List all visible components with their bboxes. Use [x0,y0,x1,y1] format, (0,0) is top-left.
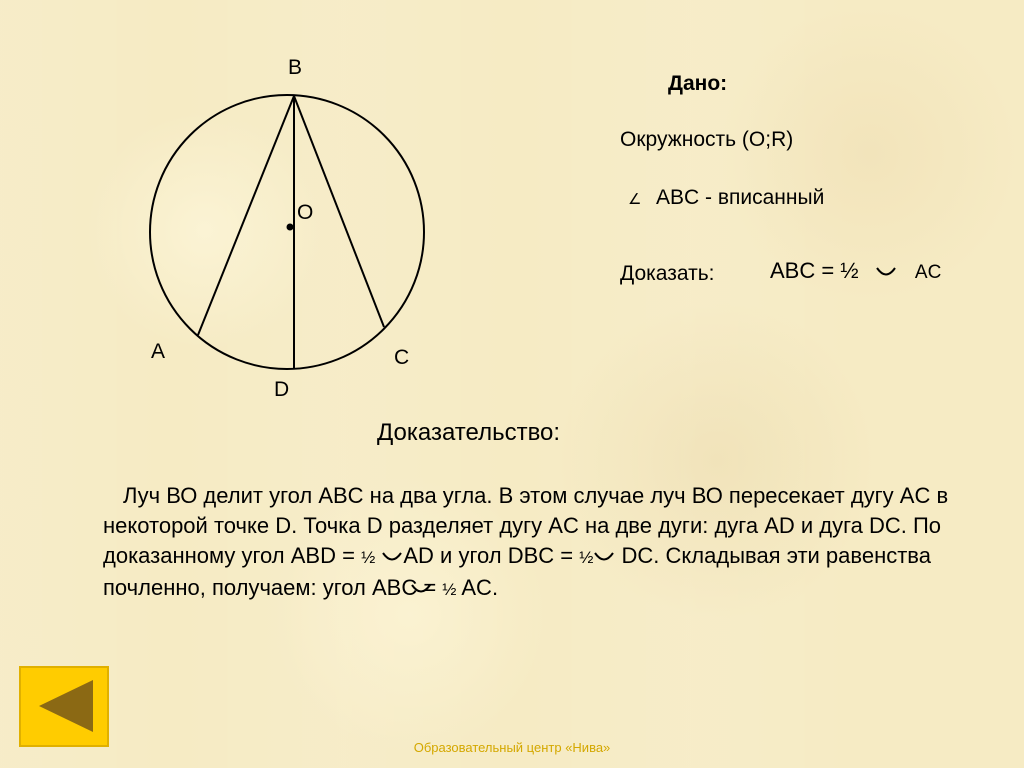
proof-part-1: Луч ВО делит угол ABC на два угла. В этом случае луч ВО пересекает дугу AC в некоторой точке D. Точка D разделяет дугу AC на две дуги: дуга AD и дуга DC. По доказанному угол ABD = [103,483,949,568]
prove-expression [770,258,941,284]
triangle-left-icon [21,668,107,745]
label-d: D [274,378,290,401]
given-heading: Дано: [668,72,728,95]
proof-part-3: DC. Складывая эти равенства почленно, получаем: угол ABC = [103,543,931,600]
proof-half-3: ½ [442,580,457,599]
proof-part-2: AD и угол DBC = [403,543,580,568]
back-button[interactable] [19,666,109,747]
given-angle-text: ABC - вписанный [656,186,825,209]
given-angle-line [628,186,824,210]
prove-label: Доказать: [620,262,715,285]
arc-icon [593,550,615,564]
chord-ba [198,96,294,335]
angle-icon: ∠ [628,191,642,208]
proof-half-2: ½ [579,548,594,567]
label-o: O [297,201,314,224]
circle-o [150,95,424,369]
proof-heading: Доказательство: [377,419,561,446]
proof-part-4: AC. [456,575,499,600]
arc-icon [410,582,432,596]
given-circle: Окружность (O;R) [620,128,794,151]
prove-arc-name: AC [914,262,942,283]
center-point [287,224,294,231]
label-a: A [151,340,166,363]
footer-text: Образовательный центр «Нива» [413,740,611,755]
arc-icon [875,265,897,279]
label-c: C [394,346,410,369]
proof-half-1: ½ [361,548,376,567]
label-b: B [288,56,303,79]
prove-expr-text: ABC = ½ [770,258,859,283]
proof-body [103,481,963,605]
arc-icon [381,550,403,564]
